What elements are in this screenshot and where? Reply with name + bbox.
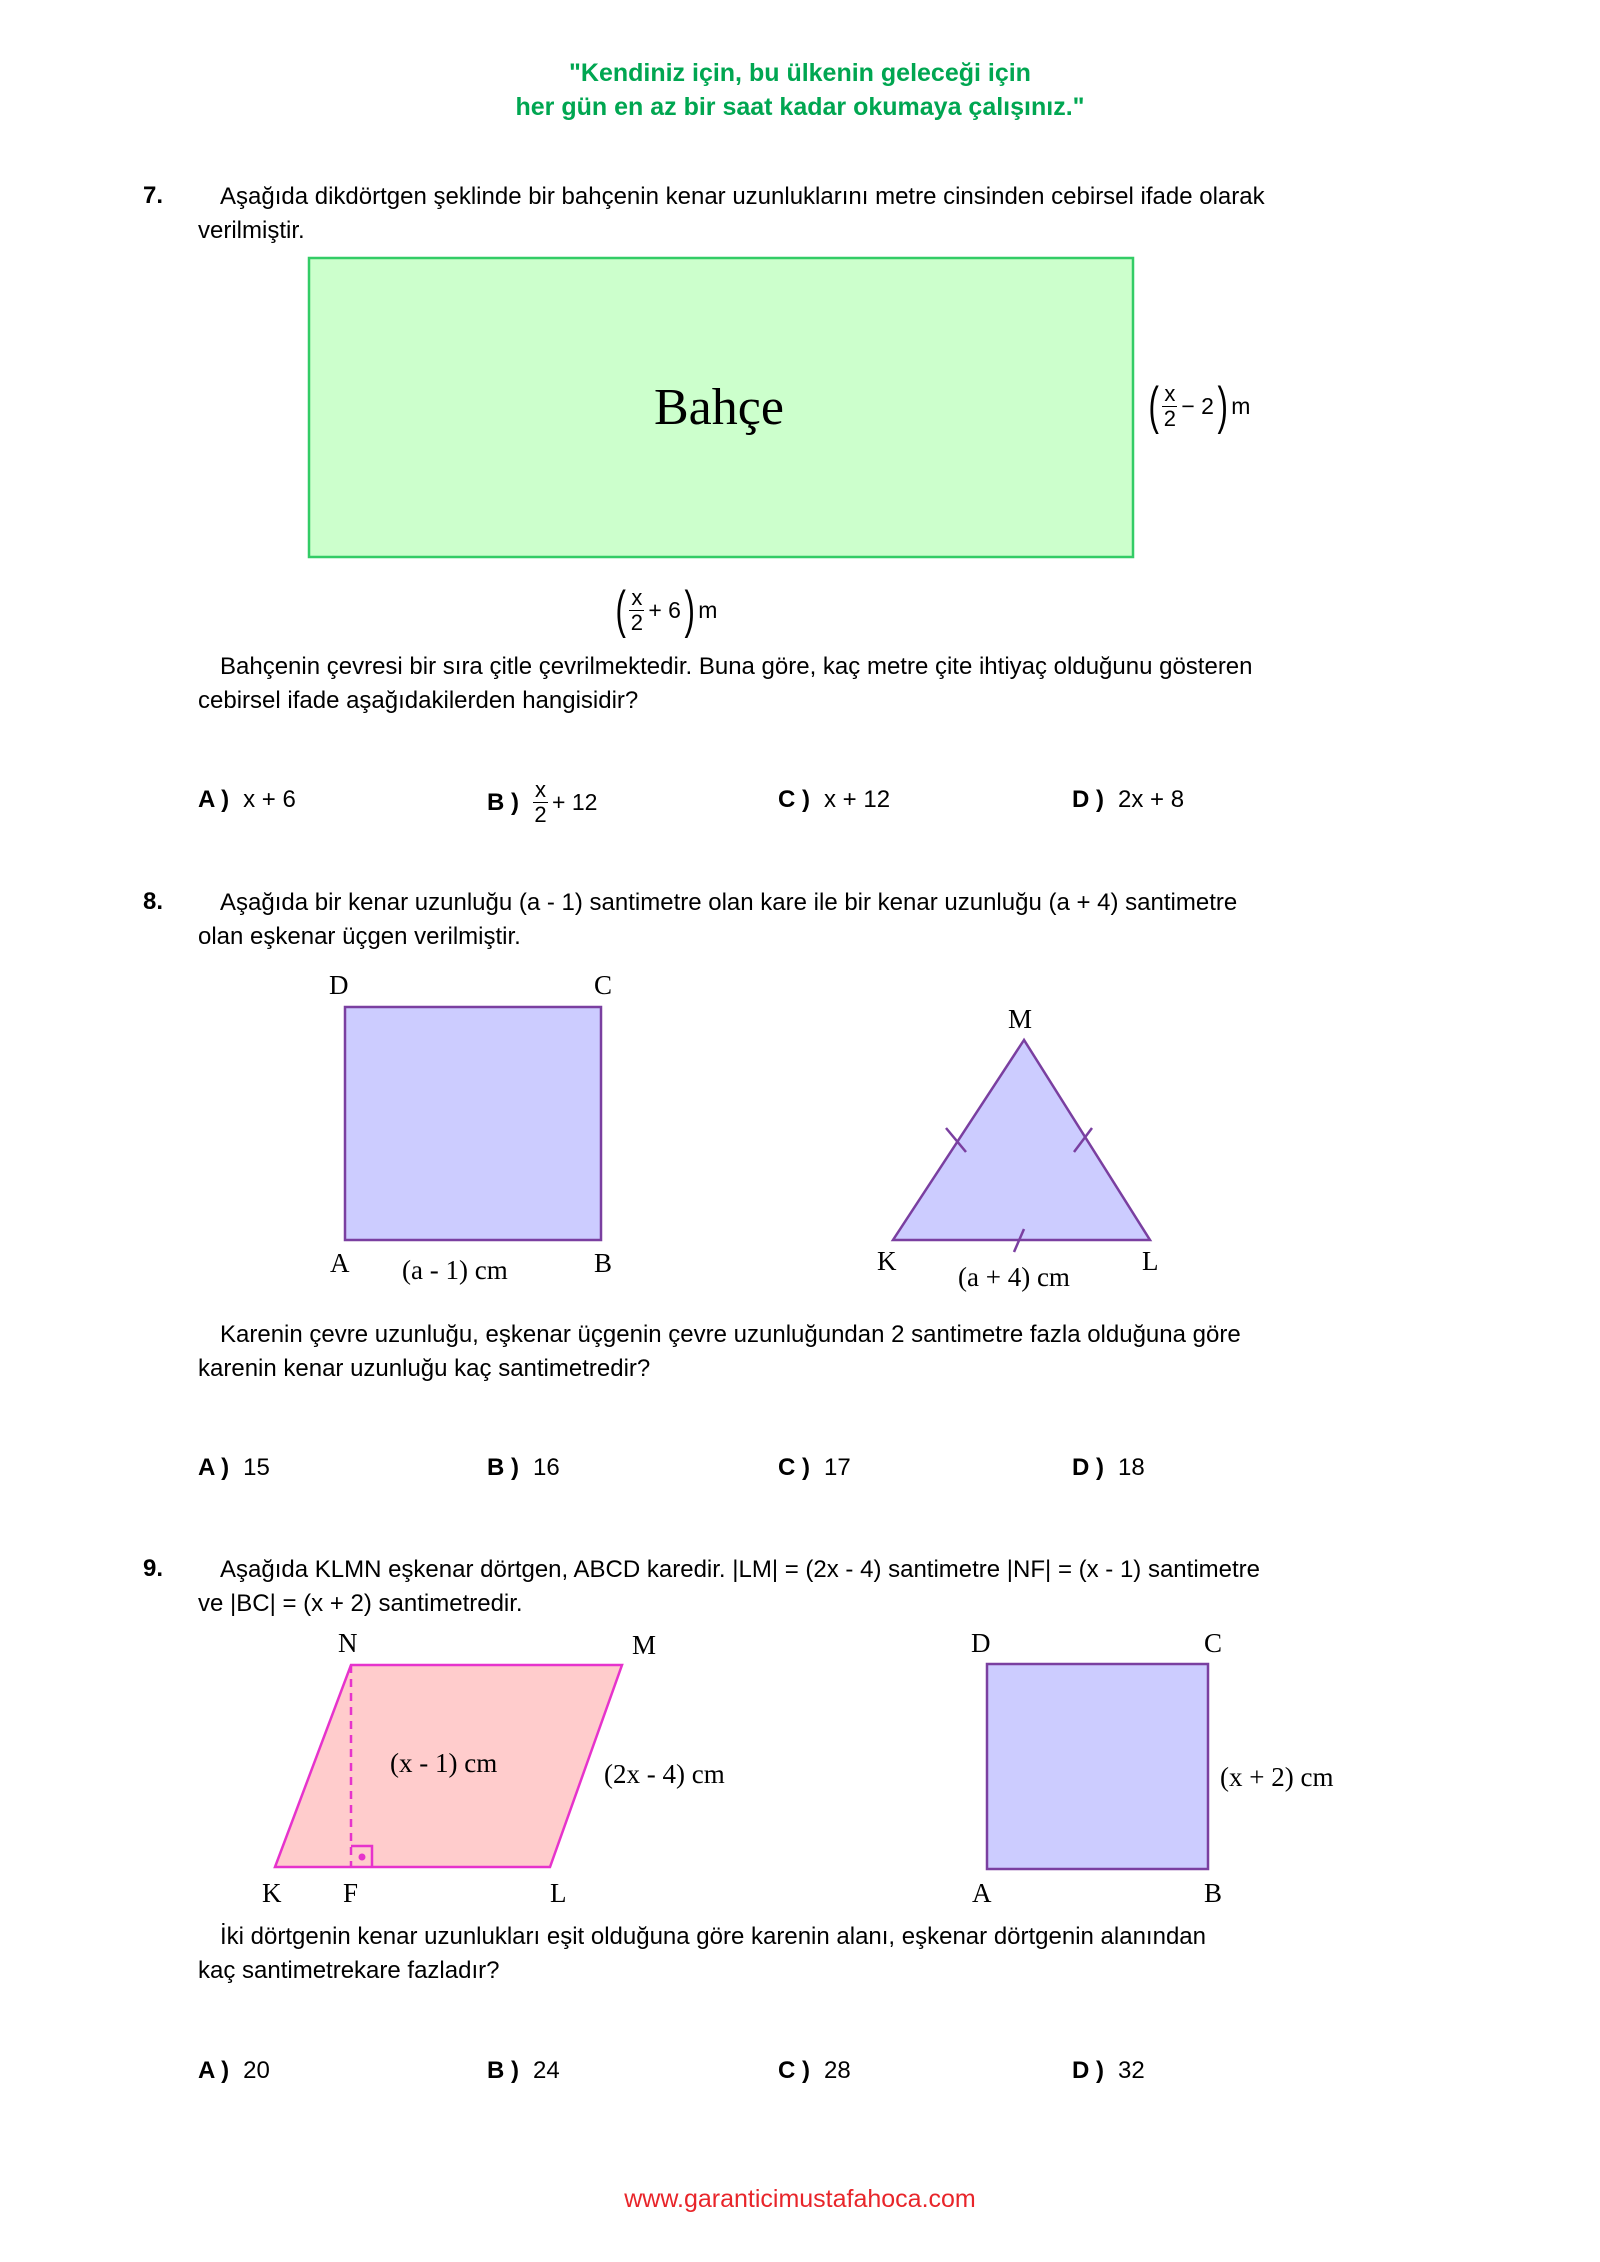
q7-text-line1: Aşağıda dikdörtgen şeklinde bir bahçenin kenar uzunluklarını metre cinsinden cebirsel ifade olarak: [220, 183, 1265, 210]
q8-square-label-c: C: [594, 970, 613, 1000]
option-value: 18: [1118, 1454, 1145, 1481]
option-value: 16: [533, 1454, 560, 1481]
q9-text-line1: Aşağıda KLMN eşkenar dörtgen, ABCD karedir. |LM| = (2x - 4) santimetre |NF| = (x - 1) santimetre: [220, 1556, 1260, 1583]
option-letter: A ): [198, 1454, 230, 1481]
q8-number: 8.: [143, 888, 164, 915]
option-letter: D ): [1072, 786, 1104, 813]
expr-rest: + 6: [648, 596, 681, 623]
option-letter: B ): [487, 1454, 519, 1481]
q9-rhombus-label-k: K: [262, 1878, 282, 1908]
option-letter: C ): [778, 786, 810, 813]
q7-option-a[interactable]: [198, 786, 296, 814]
q9-rhombus-label-l: L: [550, 1878, 567, 1908]
q9-option-b[interactable]: [487, 2057, 560, 2085]
q9-square-label-b: B: [1204, 1878, 1223, 1908]
option-value: 28: [824, 2057, 851, 2084]
q8-triangle-label-m: M: [1008, 1004, 1033, 1034]
option-value: x + 12: [824, 786, 891, 813]
option-letter: A ): [198, 786, 230, 813]
q9-number: 9.: [143, 1555, 164, 1582]
q8-option-a[interactable]: [198, 1454, 270, 1482]
q8-triangle-side-label: (a + 4) cm: [958, 1262, 1070, 1292]
q9-square-side-label: (x + 2) cm: [1220, 1762, 1334, 1792]
q7-question-line1: Bahçenin çevresi bir sıra çitle çevrilmektedir. Buna göre, kaç metre çite ihtiyaç olduğunu gösteren: [220, 653, 1253, 680]
q8-triangle: [893, 1040, 1150, 1240]
q8-triangle-label-k: K: [877, 1246, 897, 1276]
option-value: + 12: [552, 789, 598, 815]
q8-option-c[interactable]: [778, 1454, 851, 1482]
q8-option-d[interactable]: [1072, 1454, 1145, 1482]
fraction-denominator: 2: [630, 609, 643, 635]
q9-rhombus-label-m: M: [632, 1630, 657, 1660]
q8-square-label-b: B: [594, 1248, 613, 1278]
expr-unit: m: [698, 596, 718, 623]
q9-option-c[interactable]: [778, 2057, 851, 2085]
fraction: [1162, 382, 1177, 431]
fraction-denominator: 2: [1163, 405, 1176, 431]
q7-option-b[interactable]: [487, 778, 597, 827]
paren-open: (: [1148, 377, 1159, 435]
fraction: [533, 778, 548, 827]
garden-right-expression: [1145, 377, 1251, 435]
q7-number: 7.: [143, 182, 164, 209]
q9-rhombus-label-n: N: [338, 1628, 358, 1658]
q7-option-d[interactable]: [1072, 786, 1184, 814]
fraction: [629, 586, 644, 635]
garden-bottom-expression: [612, 581, 718, 639]
q9-square-label-c: C: [1204, 1628, 1223, 1658]
option-value: 15: [243, 1454, 270, 1481]
q7-text-line2: verilmiştir.: [198, 217, 305, 244]
fraction-denominator: 2: [534, 802, 547, 827]
q9-question-line2: kaç santimetrekare fazladır?: [198, 1957, 500, 1984]
option-letter: B ): [487, 2057, 519, 2084]
q9-option-a[interactable]: [198, 2057, 270, 2085]
q9-right-angle-dot: [359, 1854, 366, 1861]
q7-question-line2: cebirsel ifade aşağıdakilerden hangisidir?: [198, 687, 639, 714]
expr-unit: m: [1231, 392, 1251, 419]
q9-square: [987, 1664, 1208, 1869]
q7-option-c[interactable]: [778, 786, 890, 814]
paren-open: (: [615, 581, 626, 639]
option-value: 2x + 8: [1118, 786, 1185, 813]
option-value: 20: [243, 2057, 270, 2084]
option-letter: C ): [778, 1454, 810, 1481]
q8-square-label-a: A: [330, 1248, 350, 1278]
option-value: x + 6: [243, 786, 296, 813]
option-value: 32: [1118, 2057, 1145, 2084]
q8-question-line2: karenin kenar uzunluğu kaç santimetredir?: [198, 1355, 651, 1382]
fraction-numerator: x: [631, 584, 643, 610]
q9-square-label-d: D: [971, 1628, 991, 1658]
option-letter: A ): [198, 2057, 230, 2084]
q9-rhombus-side-label: (2x - 4) cm: [604, 1759, 725, 1789]
q9-option-d[interactable]: [1072, 2057, 1145, 2085]
q8-square-side-label: (a - 1) cm: [402, 1255, 508, 1285]
option-value: 17: [824, 1454, 851, 1481]
q9-square-label-a: A: [972, 1878, 992, 1908]
q9-text-line2: ve |BC| = (x + 2) santimetredir.: [198, 1590, 523, 1617]
fraction-numerator: x: [535, 777, 546, 802]
q8-square: [345, 1007, 601, 1240]
q8-text-line1: Aşağıda bir kenar uzunluğu (a - 1) santimetre olan kare ile bir kenar uzunluğu (a + 4) santimetre: [220, 889, 1238, 916]
option-letter: D ): [1072, 1454, 1104, 1481]
expr-rest: − 2: [1181, 392, 1214, 419]
q8-square-label-d: D: [329, 970, 349, 1000]
q9-rhombus-height-label: (x - 1) cm: [390, 1748, 498, 1778]
q8-option-b[interactable]: [487, 1454, 560, 1482]
footer-website-link[interactable]: www.garanticimustafahoca.com: [624, 2185, 976, 2213]
q8-question-line1: Karenin çevre uzunluğu, eşkenar üçgenin çevre uzunluğundan 2 santimetre fazla olduğuna göre: [220, 1321, 1241, 1348]
option-letter: D ): [1072, 2057, 1104, 2084]
q8-triangle-label-l: L: [1142, 1246, 1159, 1276]
garden-label: Bahçe: [654, 379, 784, 436]
option-letter: B ): [487, 788, 519, 816]
fraction-numerator: x: [1164, 380, 1176, 406]
option-value: 24: [533, 2057, 560, 2084]
paren-close: ): [684, 581, 695, 639]
option-letter: C ): [778, 2057, 810, 2084]
q8-text-line2: olan eşkenar üçgen verilmiştir.: [198, 923, 521, 950]
header-line-2: her gün en az bir saat kadar okumaya çalışınız.": [515, 93, 1085, 121]
q9-question-line1: İki dörtgenin kenar uzunlukları eşit olduğuna göre karenin alanı, eşkenar dörtgenin alanından: [220, 1923, 1206, 1950]
paren-close: ): [1217, 377, 1228, 435]
q9-rhombus-label-f: F: [343, 1878, 359, 1908]
header-line-1: "Kendiniz için, bu ülkenin geleceği için: [569, 59, 1031, 87]
